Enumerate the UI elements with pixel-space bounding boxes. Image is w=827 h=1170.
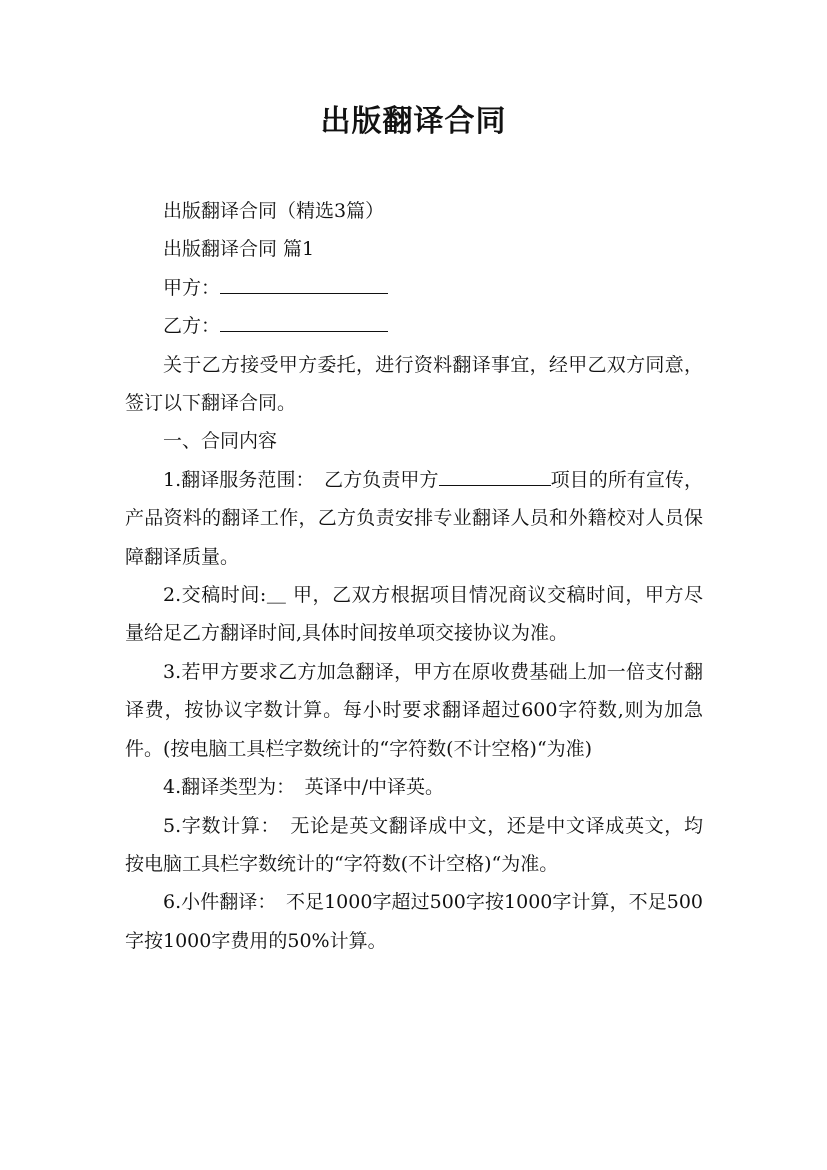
document-title: 出版翻译合同 [320, 104, 507, 139]
paragraph-preamble: 关于乙方接受甲方委托，进行资料翻译事宜，经甲乙双方同意，签订以下翻译合同。 [125, 353, 703, 415]
paragraph-clause-5: 5.字数计算： 无论是英文翻译成中文，还是中文译成英文，均按电脑工具栏字数统计的“字符数(不计空格)“为准。 [125, 814, 703, 875]
party-b-label: 乙方： [163, 315, 221, 338]
paragraph-section-heading: 出版翻译合同 篇1 [163, 238, 315, 261]
paragraph-party-b [125, 307, 703, 345]
paragraph-clause-3: 3.若甲方要求乙方加急翻译，甲方在原收费基础上加一倍支付翻译费，按协议字数计算。每小时要求翻译超过600字符数,则为加急件。(按电脑工具栏字数统计的“字符数(不计空格)“为准) [125, 660, 703, 760]
paragraph-contract-content-heading: 一、合同内容 [163, 430, 278, 453]
paragraph-clause-4: 4.翻译类型为： 英译中/中译英。 [163, 776, 445, 799]
paragraph-clause-1 [125, 461, 703, 576]
paragraph-clause-6: 6.小件翻译： 不足1000字超过500字按1000字计算，不足500字按1000字费用的50%计算。 [125, 891, 703, 952]
document-body [125, 192, 703, 960]
clause-1-text-end: 项目的所有宣传，产品资料的翻译工作，乙方负责安排专业翻译人员和外籍校对人员保障翻译质量。 [125, 468, 703, 568]
project-blank-line [439, 465, 551, 486]
party-a-label: 甲方： [163, 276, 221, 299]
party-b-blank-line [220, 311, 388, 332]
paragraph-party-a [125, 269, 703, 307]
paragraph-collection-heading: 出版翻译合同（精选3篇） [163, 200, 385, 222]
clause-1-text-start: 1.翻译服务范围： 乙方负责甲方 [163, 468, 439, 491]
party-a-blank-line [220, 273, 388, 294]
paragraph-clause-2: 2.交稿时间:＿ 甲，乙双方根据项目情况商议交稿时间，甲方尽量给足乙方翻译时间,具体时间按单项交接协议为准。 [125, 584, 703, 645]
